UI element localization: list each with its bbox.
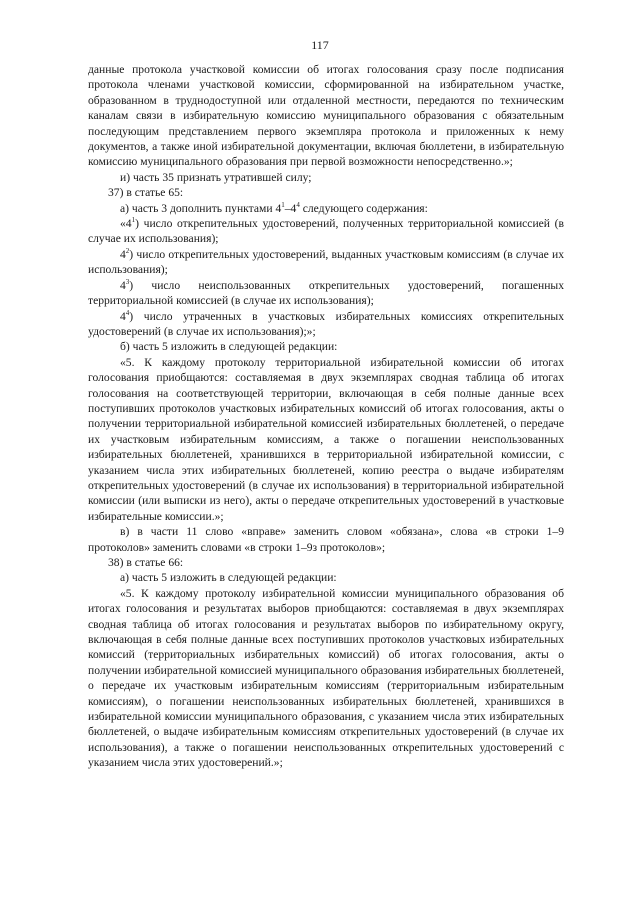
text-segment: 4 [120, 309, 126, 323]
text-segment: а) часть 3 дополнить пунктами 4 [120, 201, 282, 215]
paragraph [88, 278, 564, 309]
text-segment: ) число неиспользованных открепительных удостоверений, погашенных территориальной комиссией (в случае их использования); [88, 278, 564, 308]
text-segment: ) число открепительных удостоверений, полученных территориальной комиссией (в случае их использования); [88, 217, 564, 246]
superscript-index: 4 [296, 200, 300, 209]
text-segment: ) число открепительных удостоверений, выданных участковым комиссиям (в случае их использования); [88, 247, 564, 277]
paragraph: 37) в статье 65: [108, 186, 184, 200]
superscript-index: 2 [125, 247, 130, 256]
paragraph: и) часть 35 признать утратившей силу; [120, 170, 312, 184]
paragraph [88, 247, 564, 278]
text-segment: 4 [120, 278, 126, 292]
paragraph [88, 201, 564, 216]
paragraph: «5. К каждому протоколу избирательной комиссии муниципального образования об итогах голосования и результатах выборов приобщаются: составляемая в двух экземплярах сводная таблица об итогах голосования и результатах выборов по избирательному округу, включающая в себя полные данные всех поступивших протоколов участковых избирательных комиссий (территориальных избирательных комиссий) об итогах голосования, акты о получении избирательной комиссией муниципального образования избирательных бюллетеней, о передаче их участковым избирательным комиссиям (территориальным избирательным комиссиям), о погашении неиспользованных избирательных бюллетеней, хранившихся в избирательной комиссии муниципального образования, с указанием числа этих избирательных бюллетеней, о выдаче избирательным комиссиям открепительных удостоверений (в случае их использования), а также о погашении неиспользованных открепительных удостоверений с указанием числа этих удостоверений.»; [88, 586, 564, 770]
superscript-index: 1 [131, 216, 136, 225]
paragraph: в) в части 11 слово «вправе» заменить словом «обязана», слова «в строки 1–9 протоколов» заменить словами «в строки 1–9з протоколов»; [88, 525, 564, 554]
page-number: 117 [311, 38, 329, 52]
paragraph [88, 309, 564, 340]
paragraph: б) часть 5 изложить в следующей редакции: [120, 340, 338, 354]
text-segment: –4 [284, 201, 297, 215]
superscript-index: 4 [125, 308, 130, 317]
document-body [88, 62, 564, 771]
paragraph: «5. К каждому протоколу территориальной избирательной комиссии об итогах голосования приобщаются: составляемая в двух экземплярах сводная таблица об итогах голосования на соответствующей территории, включающая в себя полные данные всех поступивших протоколов участковых избирательных комиссий об итогах голосования, акты о получении территориальной избирательной комиссией избирательных бюллетеней, о передаче их участковым избирательным комиссиям, а также о погашении неиспользованных избирательных бюллетеней, хранившихся в территориальной избирательной комиссии, с указанием числа этих избирательных бюллетеней, копию реестра о выдаче избирателям открепительных удостоверений (в случае их использования) в территориальной избирательной комиссии (или выписки из него), акты о передаче открепительных удостоверений в участковые избирательные комиссии.»; [88, 355, 564, 523]
text-segment: следующего содержания: [299, 201, 428, 215]
paragraph: а) часть 5 изложить в следующей редакции: [120, 571, 337, 585]
superscript-index: 3 [125, 277, 130, 286]
text-segment: «4 [120, 217, 132, 231]
paragraph: 38) в статье 66: [108, 556, 184, 569]
paragraph: данные протокола участковой комиссии об итогах голосования сразу после подписания протокола членами участковой комиссии, сформированной на избирательном участке, образованном в труднодоступной или отдаленной местности, передаются по техническим каналам связи в избирательную комиссию муниципального образования с обязательным последующим представлением первого экземпляра протокола и приложенных к нему документов, а также иной избирательной документации, включая бюллетени, в избирательную комиссию муниципального образования при первой возможности непосредственно.»; [88, 63, 564, 169]
text-segment: 4 [120, 247, 126, 261]
paragraph [88, 216, 564, 247]
text-segment: ) число утраченных в участковых избирательных комиссиях открепительных удостоверений (в случае их использования);»; [88, 309, 564, 338]
superscript-index: 1 [281, 200, 285, 209]
